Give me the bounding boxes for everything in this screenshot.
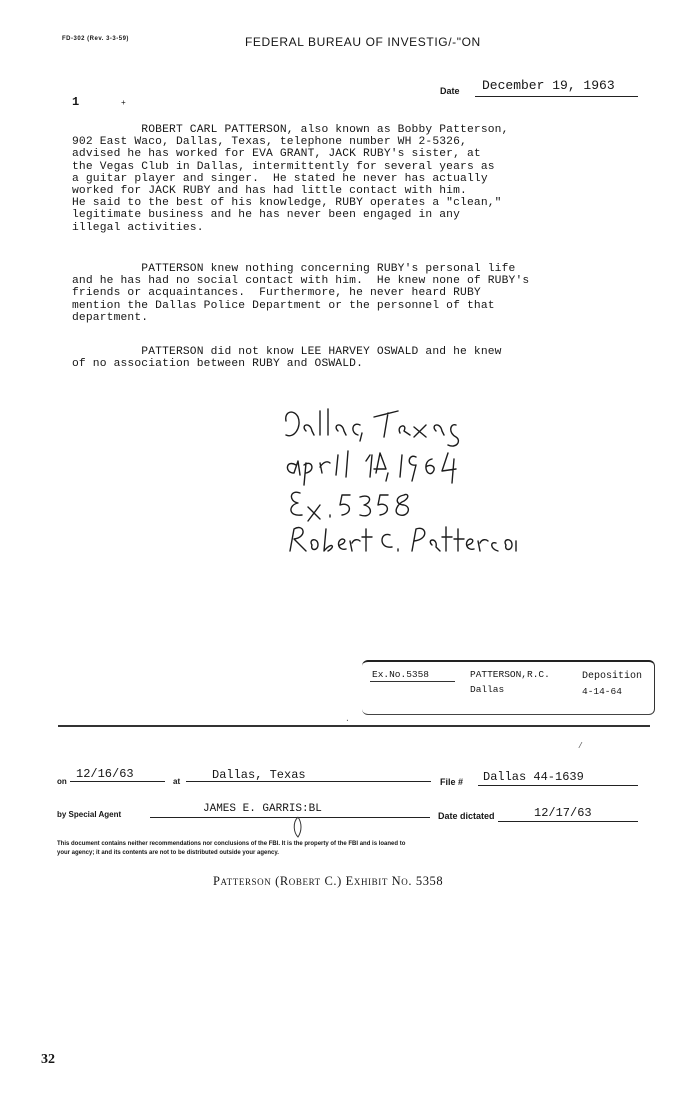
agent-label: by Special Agent bbox=[57, 810, 122, 819]
deposition-exhibit-no: Ex.No.5358 bbox=[372, 669, 430, 680]
paragraph-3: PATTERSON did not know LEE HARVEY OSWALD and he knew of no association between RUBY and OSWALD. bbox=[72, 346, 502, 371]
date-dictated-value: 12/17/63 bbox=[534, 806, 592, 820]
date-dictated-underline bbox=[498, 821, 638, 822]
deposition-type: Deposition bbox=[582, 671, 643, 682]
pen-mark bbox=[290, 815, 306, 839]
on-label: on bbox=[57, 777, 67, 786]
separator-line bbox=[58, 725, 650, 727]
disclaimer-line-1: This document contains neither recommendations nor conclusions of the FBI. It is the property of the FBI and is loaned to bbox=[57, 841, 406, 847]
handwriting-line-3 bbox=[291, 492, 408, 521]
deposition-name: PATTERSON,R.C. bbox=[470, 669, 550, 680]
agent-name: JAMES E. GARRIS:BL bbox=[203, 803, 322, 815]
deposition-city: Dallas bbox=[470, 684, 505, 695]
at-label: at bbox=[173, 777, 181, 786]
date-dictated-label: Date dictated bbox=[438, 811, 495, 821]
date-label: Date bbox=[440, 86, 460, 96]
handwritten-notation bbox=[280, 405, 520, 555]
signature bbox=[290, 527, 516, 551]
deposition-exhibit-underline bbox=[370, 681, 455, 682]
interview-location-underline bbox=[186, 781, 431, 782]
handwriting-line-2 bbox=[287, 451, 456, 485]
book-page-number: 32 bbox=[41, 1052, 55, 1067]
handwriting-text-hidden: Dallas, Texas April 14, 1964 Ex. 5358 Robert C. Patterson bbox=[280, 405, 315, 406]
disclaimer-line-2: your agency; it and its contents are not to be distributed outside your agency. bbox=[57, 849, 279, 856]
form-code: FD-302 (Rev. 3-3-59) bbox=[62, 36, 129, 42]
deposition-date: 4-14-64 bbox=[582, 686, 622, 697]
paper-speck: / bbox=[578, 742, 583, 751]
page-mark: + bbox=[121, 99, 126, 108]
date-value: December 19, 1963 bbox=[482, 78, 615, 93]
disclaimer bbox=[57, 840, 405, 857]
paper-speck: . bbox=[345, 715, 350, 724]
interview-location: Dallas, Texas bbox=[212, 768, 306, 782]
file-number-underline bbox=[478, 785, 638, 786]
bureau-header: FEDERAL BUREAU OF INVESTIG/-"ON bbox=[245, 35, 481, 49]
page-number: 1 bbox=[72, 95, 80, 109]
date-underline bbox=[475, 96, 638, 97]
interview-date: 12/16/63 bbox=[76, 767, 134, 781]
handwriting-line-1 bbox=[286, 409, 459, 446]
interview-date-underline bbox=[70, 781, 165, 782]
file-number: Dallas 44-1639 bbox=[483, 770, 584, 784]
file-label: File # bbox=[440, 777, 464, 787]
paragraph-2: PATTERSON knew nothing concerning RUBY's personal life and he has had no social contact with him. He knew none of RUBY's friends or acquaintances. Furthermore, he never heard RUBY mention the Dallas Police Department or the personnel of that department. bbox=[72, 263, 530, 324]
exhibit-caption: Patterson (Robert C.) Exhibit No. 5358 bbox=[213, 874, 444, 888]
paragraph-1: ROBERT CARL PATTERSON, also known as Bobby Patterson, 902 East Waco, Dallas, Texas, telephone number WH 2-5326, advised he has worked for EVA GRANT, JACK RUBY's sister, at the Vegas Club in Dallas, intermittently for several years as a guitar player and singer. He stated he never has actually worked for JACK RUBY and has had little contact with him. He said to the best of his knowledge, RUBY operates a "clean," legitimate business and he has never been engaged in any illegal activities. bbox=[72, 124, 509, 234]
